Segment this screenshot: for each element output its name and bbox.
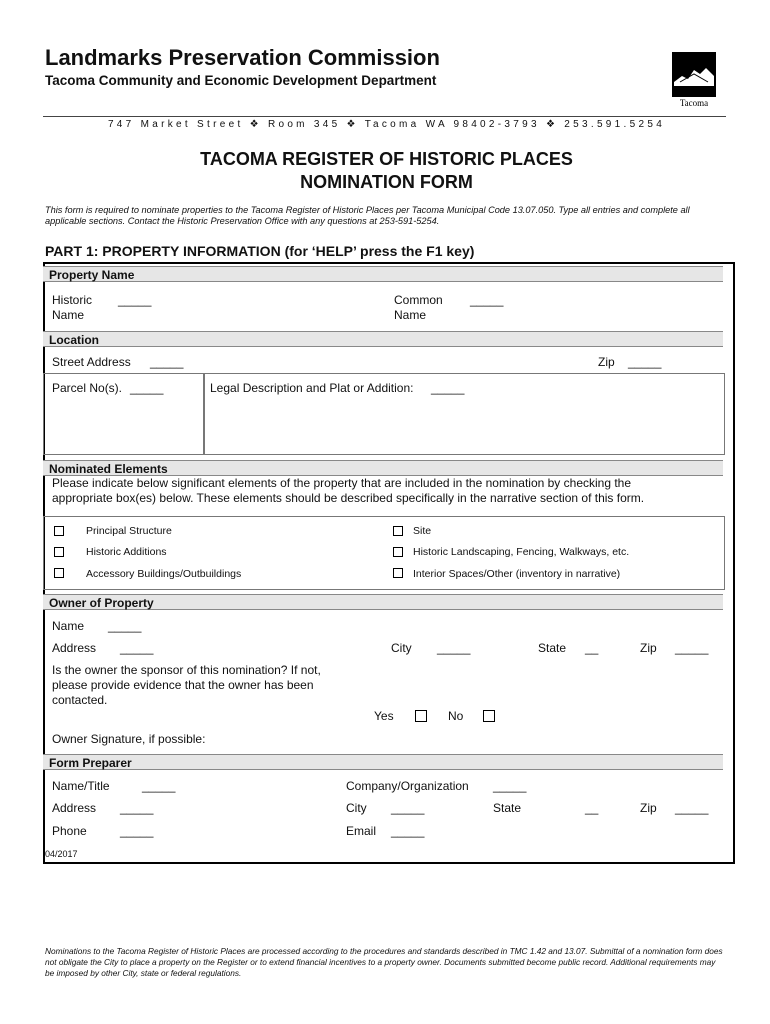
preparer-company-label: Company/Organization [346,779,469,793]
elements-instructions: Please indicate below significant elements of the property that are included in the nomination by checking the appropriate box(es) below. These elements should be described specifically in the narrative section of this form. [52,476,645,505]
accessory-buildings-checkbox[interactable] [54,568,64,578]
parcel-divider [203,373,205,455]
part1-heading: PART 1: PROPERTY INFORMATION (for ‘HELP’ press the F1 key) [45,243,475,259]
location-header: Location [43,331,723,347]
historic-landscaping-checkbox[interactable] [393,547,403,557]
preparer-zip-label: Zip [640,801,657,815]
preparer-city-label: City [346,801,367,815]
tacoma-logo [672,52,716,109]
intro-text: This form is required to nominate properties to the Tacoma Register of Historic Places per Tacoma Municipal Code 13.07.050. Type all entries and complete all applicable sections. Contact the Historic Preservation Office with any questions at 253-591-5254. [45,205,690,226]
historic-additions-label: Historic Additions [86,546,167,558]
property-name-header: Property Name [43,266,723,282]
historic-additions-checkbox[interactable] [54,547,64,557]
org-title: Landmarks Preservation Commission [45,45,440,70]
accessory-buildings-label: Accessory Buildings/Outbuildings [86,568,242,580]
owner-address-label: Address [52,641,97,655]
interior-spaces-label: Interior Spaces/Other (inventory in narrative) [413,568,621,580]
site-label: Site [413,525,432,537]
owner-state-label: State [538,641,567,655]
form-title-line1: TACOMA REGISTER OF HISTORIC PLACES [200,149,573,169]
preparer-header: Form Preparer [43,754,723,770]
legal-description-field[interactable]: _____ [431,381,465,395]
owner-header: Owner of Property [43,594,723,610]
preparer-address-label: Address [52,801,97,815]
owner-signature-label: Owner Signature, if possible: [52,732,206,746]
owner-name-field[interactable]: _____ [108,619,142,633]
footer-note: Nominations to the Tacoma Register of Historic Places are processed according to the procedures and standards described in TMC 1.42 and 13.07. Submittal of a nomination form does not obligate the City to place a property on the Register or to extend financial incentives to a property owner. Documents submitted become public record. Additional requirements may be imposed by other City, state or federal regulations. [45,946,723,978]
location-zip-field[interactable]: _____ [628,355,662,369]
form-version: 04/2017 [45,849,78,859]
owner-name-label: Name [52,619,85,633]
nominated-elements-header: Nominated Elements [43,460,723,476]
owner-state-field[interactable]: __ [585,641,599,655]
street-address-label: Street Address [52,355,131,369]
preparer-email-label: Email [346,824,377,838]
principal-structure-label: Principal Structure [86,525,172,537]
preparer-city-field[interactable]: _____ [391,801,425,815]
preparer-phone-field[interactable]: _____ [120,824,154,838]
sponsor-yes-checkbox[interactable] [415,710,427,722]
preparer-state-label: State [493,801,522,815]
historic-landscaping-label: Historic Landscaping, Fencing, Walkways, etc. [413,546,630,558]
principal-structure-checkbox[interactable] [54,526,64,536]
common-name-label: Common Name [394,293,443,322]
owner-zip-label: Zip [640,641,657,655]
sponsor-no-label: No [448,709,464,723]
preparer-company-field[interactable]: _____ [493,779,527,793]
office-address: 747 Market Street ❖ Room 345 ❖ Tacoma WA 98402-3793 ❖ 253.591.5254 [107,119,666,130]
preparer-email-field[interactable]: _____ [391,824,425,838]
form-title-line2: NOMINATION FORM [300,172,473,192]
owner-address-field[interactable]: _____ [120,641,154,655]
legal-description-label: Legal Description and Plat or Addition: [210,381,414,395]
historic-name-label: Historic Name [52,293,93,322]
location-zip-label: Zip [598,355,615,369]
preparer-zip-field[interactable]: _____ [675,801,709,815]
preparer-state-field[interactable]: __ [585,801,599,815]
historic-name-field[interactable]: _____ [118,293,152,307]
header-divider [43,116,726,117]
parcel-field[interactable]: _____ [130,381,164,395]
interior-spaces-checkbox[interactable] [393,568,403,578]
preparer-name-label: Name/Title [52,779,110,793]
owner-zip-field[interactable]: _____ [675,641,709,655]
street-address-field[interactable]: _____ [150,355,184,369]
owner-city-field[interactable]: _____ [437,641,471,655]
preparer-address-field[interactable]: _____ [120,801,154,815]
common-name-field[interactable]: _____ [470,293,504,307]
preparer-phone-label: Phone [52,824,87,838]
sponsor-no-checkbox[interactable] [483,710,495,722]
logo-text: Tacoma [679,98,709,108]
department-name: Tacoma Community and Economic Development Department [45,73,437,88]
form-title [45,148,728,194]
site-checkbox[interactable] [393,526,403,536]
sponsor-question: Is the owner the sponsor of this nomination? If not, please provide evidence that the owner has been contacted. [52,663,321,707]
sponsor-yes-label: Yes [374,709,394,723]
owner-city-label: City [391,641,412,655]
preparer-name-field[interactable]: _____ [142,779,176,793]
parcel-label: Parcel No(s). [52,381,123,395]
